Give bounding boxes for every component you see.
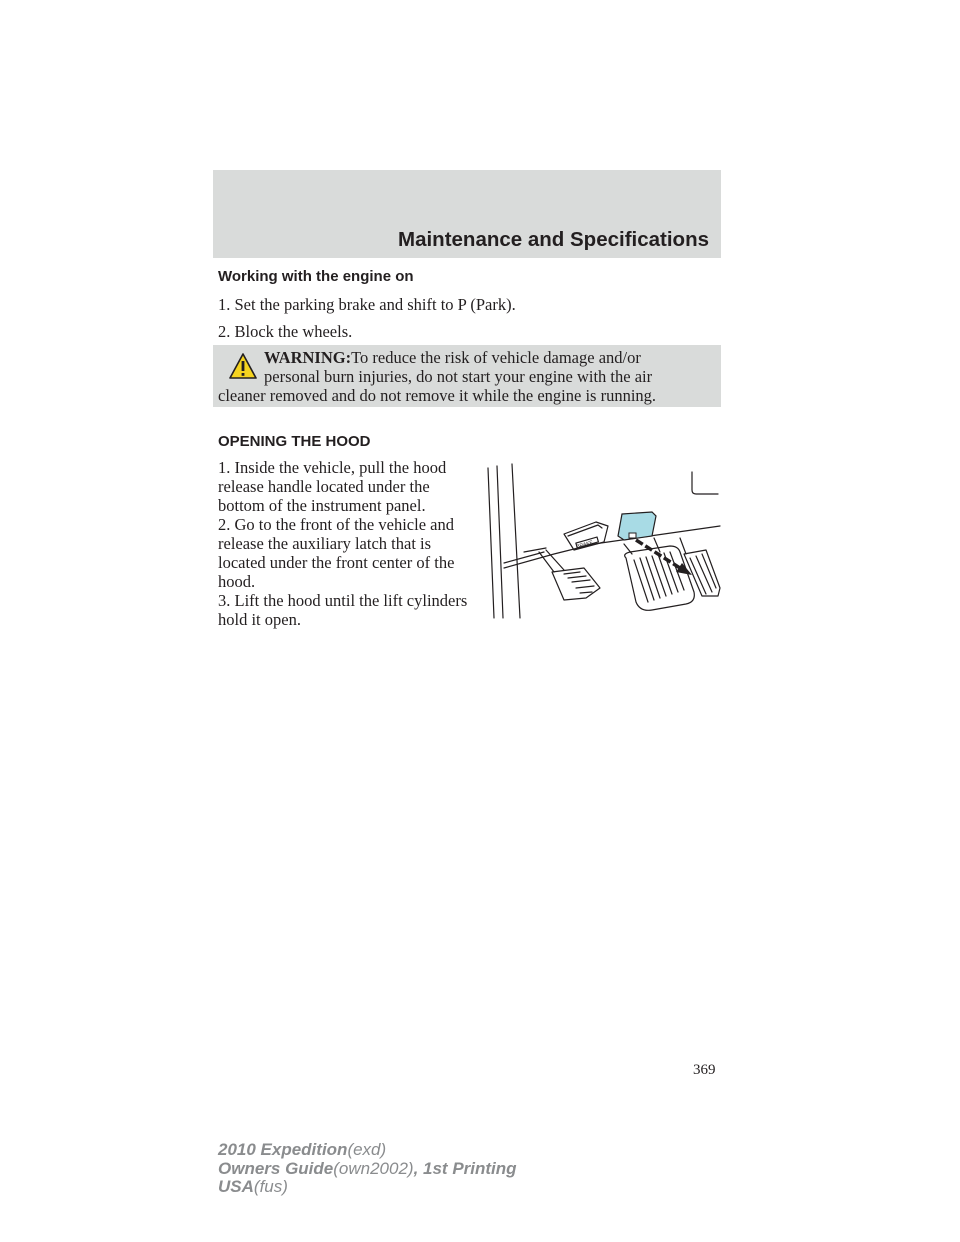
warning-triangle-icon — [229, 353, 257, 379]
warning-line-2: personal burn injuries, do not start your engine with the air — [264, 367, 653, 386]
hood-release-illustration — [484, 462, 722, 620]
footer-model: 2010 Expedition — [218, 1140, 348, 1159]
footer-line-1 — [218, 1141, 517, 1160]
engine-on-heading: Working with the engine on — [218, 268, 414, 285]
warning-line-3: cleaner removed and do not remove it while the engine is running. — [218, 386, 657, 405]
engine-on-step-1: 1. Set the parking brake and shift to P (Park). — [218, 295, 516, 314]
footer-market-code: (fus) — [253, 1177, 288, 1196]
hood-release-handle — [618, 512, 656, 540]
footer-line-2 — [218, 1160, 517, 1179]
engine-on-step-2: 2. Block the wheels. — [218, 322, 353, 341]
warning-line-1 — [264, 348, 641, 368]
hood-step-2: 2. Go to the front of the vehicle and release the auxiliary latch that is located under the front center of the hood. — [218, 515, 455, 591]
section-header-band — [213, 170, 721, 258]
section-title: Maintenance and Specifications — [398, 228, 709, 251]
footer-guide-code: (own2002) — [333, 1158, 414, 1178]
hood-step-1: 1. Inside the vehicle, pull the hood release handle located under the bottom of the instrument panel. — [218, 458, 447, 515]
opening-hood-heading: OPENING THE HOOD — [218, 433, 371, 450]
page-number: 369 — [693, 1062, 716, 1078]
warning-label: WARNING: — [264, 348, 352, 367]
footer-model-code: (exd) — [347, 1140, 387, 1159]
warning-text-1: To reduce the risk of vehicle damage and/or — [351, 348, 641, 367]
pull-direction-arrow — [636, 540, 680, 568]
footer-guide: Owners Guide — [218, 1158, 334, 1178]
footer-market: USA — [218, 1177, 254, 1196]
warning-box — [213, 345, 721, 407]
hood-step-3: 3. Lift the hood until the lift cylinders hold it open. — [218, 591, 468, 629]
footer-line-3 — [218, 1178, 517, 1197]
footer — [218, 1141, 517, 1197]
footer-printing: , 1st Printing — [413, 1158, 517, 1178]
pedal-label: BRAKE — [575, 539, 594, 551]
